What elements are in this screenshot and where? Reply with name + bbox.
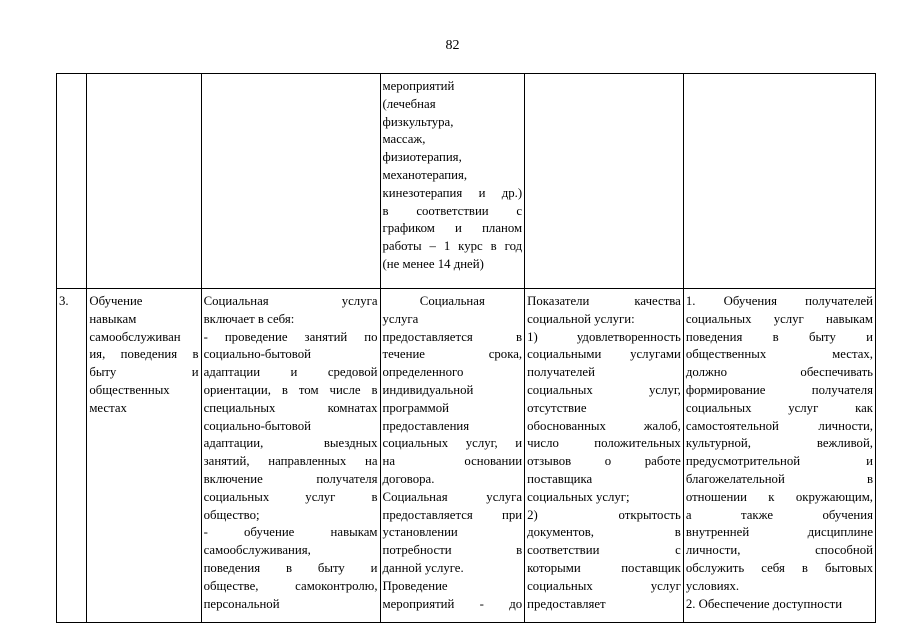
text-line: культурной, вежливой, <box>685 436 873 451</box>
text-line: число положительных <box>527 436 681 451</box>
text-line: физиотерапия, <box>382 150 462 165</box>
text-line: в соответствии с <box>382 203 523 218</box>
table-row <box>57 74 876 289</box>
text-line: отзывов о работе <box>527 454 681 469</box>
text-line: ия, поведения в <box>89 347 199 362</box>
row1-num-cell <box>57 74 87 289</box>
text-line: физкультура, <box>382 114 454 129</box>
text-line: установлении <box>382 525 458 540</box>
text-line: социально-бытовой <box>203 418 312 433</box>
text-line: социальных услуг; <box>527 489 630 504</box>
text-line: графиком и планом <box>382 221 523 236</box>
text-line: обслужить себя в бытовых <box>685 560 873 575</box>
row1-quality-cell <box>525 74 684 289</box>
text-line: Социальная услуга <box>203 294 378 308</box>
text-line: поведения в быту и <box>203 560 378 575</box>
text-line: (лечебная <box>382 96 436 111</box>
text-line: Социальная <box>419 294 485 308</box>
text-line: отношении к окружающим, <box>685 489 873 504</box>
text-line: - обучение навыкам <box>203 525 378 540</box>
text-line: массаж, <box>382 132 426 147</box>
text-line: самообслуживания, <box>203 543 311 558</box>
text-line: быту и <box>89 365 199 380</box>
row2-num-cell <box>57 289 87 623</box>
row1-service-cell <box>87 74 201 289</box>
text-line: социальных услуг, и <box>382 436 523 451</box>
text-line: условиях. <box>685 578 740 593</box>
text-line: социальных услуг в <box>203 489 378 504</box>
text-line: социальной услуги: <box>527 311 635 326</box>
text-line: работы – 1 курс в год <box>382 239 523 254</box>
text-line: получателей <box>527 365 595 380</box>
text-line: общество; <box>203 507 260 522</box>
text-line: Показатели качества <box>527 294 681 308</box>
row2-quality-cell <box>525 289 684 623</box>
row1-description-cell <box>201 74 380 289</box>
row-number: 3. <box>59 294 69 308</box>
text-line: должно обеспечивать <box>685 365 873 380</box>
text-line: договора. <box>382 471 435 486</box>
text-line: навыкам <box>89 311 137 326</box>
text-line: документов, в <box>527 525 681 540</box>
text-line: самообслуживан <box>89 329 181 344</box>
text-line: (не менее 14 дней) <box>382 256 484 271</box>
text-line: социальных услуг, <box>527 382 681 397</box>
text-line: поведения в быту и <box>685 329 873 344</box>
text-line: предусмотрительной и <box>685 454 873 469</box>
text-line: 1. Обучения получателей <box>685 294 873 308</box>
text-line: данной услуге. <box>382 560 464 575</box>
text-line: благожелательной в <box>685 471 873 486</box>
text-line: обоснованных жалоб, <box>527 418 681 433</box>
text-line: программой <box>382 400 449 415</box>
text-line: адаптации, выездных <box>203 436 378 451</box>
text-line: кинезотерапия и др.) <box>382 185 523 200</box>
text-line: 2. Обеспечение доступности <box>685 596 843 611</box>
text-line: которыми поставщик <box>527 560 681 575</box>
text-line: персональной <box>203 596 280 611</box>
text-line: Социальная услуга <box>382 489 523 504</box>
text-line: обществе, самоконтролю, <box>203 578 378 593</box>
text-line: социальных услуг навыкам <box>685 311 873 326</box>
text-line: занятий, направленных на <box>203 454 378 469</box>
text-line: потребности в <box>382 543 523 558</box>
table-row <box>57 289 876 623</box>
text-line: индивидуальной <box>382 382 474 397</box>
text-line: общественных местах, <box>685 347 873 362</box>
text-line: предоставления <box>382 418 470 433</box>
text-line: 1) удовлетворенность <box>527 329 681 344</box>
text-line: адаптации и средовой <box>203 365 378 380</box>
row2-service-cell <box>87 289 201 623</box>
text-line: внутренней дисциплине <box>685 525 873 540</box>
text-line: ориентации, в том числе в <box>203 382 378 397</box>
text-line: местах <box>89 400 127 415</box>
text-line: Проведение <box>382 578 448 593</box>
text-line: предоставляет <box>527 596 606 611</box>
text-line: - проведение занятий по <box>203 329 378 344</box>
text-line: определенного <box>382 365 464 380</box>
text-line: социальными услугами <box>527 347 681 362</box>
row1-conditions-cell <box>683 74 875 289</box>
text-line: общественных <box>89 382 170 397</box>
text-line: отсутствие <box>527 400 587 415</box>
row2-conditions-cell <box>683 289 875 623</box>
row2-description-cell <box>201 289 380 623</box>
text-line: услуга <box>382 311 419 326</box>
text-line: социально-бытовой <box>203 347 312 362</box>
text-line: специальных комнатах <box>203 400 378 415</box>
text-line: механотерапия, <box>382 167 468 182</box>
text-line: 2) открытость <box>527 507 681 522</box>
text-line: на основании <box>382 454 523 469</box>
text-line: формирование получателя <box>685 382 873 397</box>
text-line: предоставляется в <box>382 329 523 344</box>
text-line: включение получателя <box>203 471 378 486</box>
text-line: мероприятий <box>382 79 455 93</box>
text-line: социальных услуг как <box>685 400 873 415</box>
text-line: социальных услуг <box>527 578 681 593</box>
text-line: предоставляется при <box>382 507 523 522</box>
services-table <box>56 73 876 623</box>
text-line: а также обучения <box>685 507 873 522</box>
text-line: самостоятельной личности, <box>685 418 873 433</box>
text-line: Обучение <box>89 294 143 308</box>
text-line: течение срока, <box>382 347 523 362</box>
text-line: мероприятий - до <box>382 596 523 611</box>
text-line: включает в себя: <box>203 311 295 326</box>
text-line: личности, способной <box>685 543 873 558</box>
row2-terms-cell <box>380 289 525 623</box>
text-line: поставщика <box>527 471 593 486</box>
row1-terms-cell <box>380 74 525 289</box>
page-number: 82 <box>445 38 460 53</box>
text-line: соответствии с <box>527 543 681 558</box>
